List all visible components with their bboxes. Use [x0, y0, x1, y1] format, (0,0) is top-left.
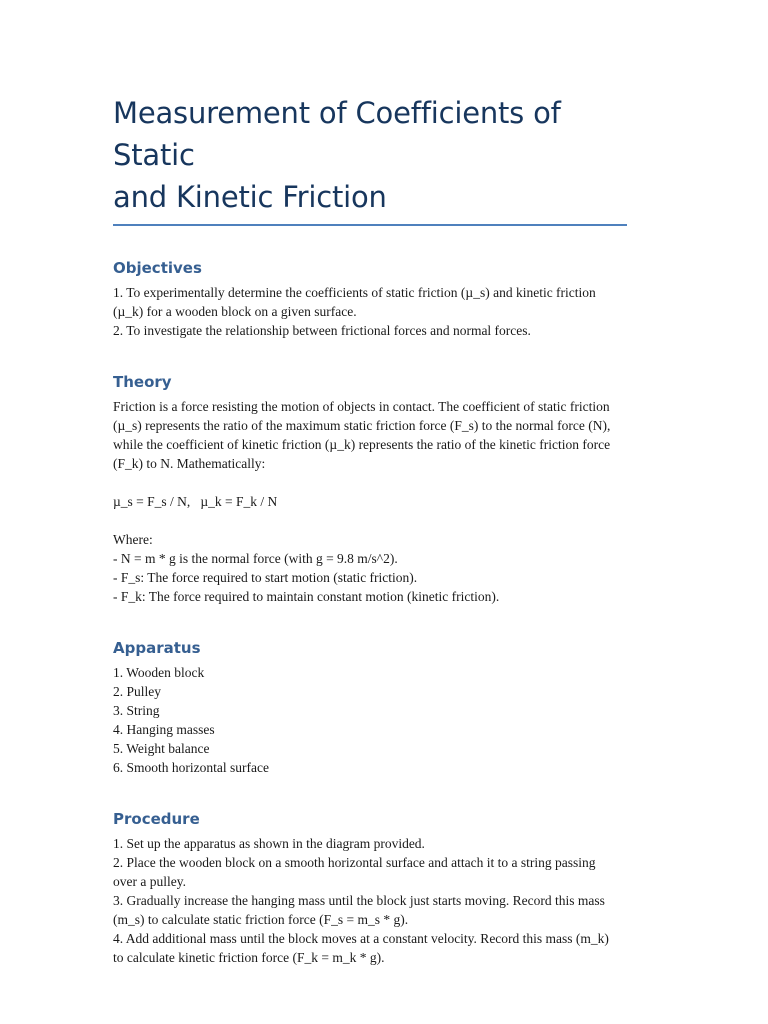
- procedure-heading: Procedure: [113, 810, 200, 828]
- document-title: [113, 92, 628, 218]
- spacer: [113, 511, 628, 530]
- where-label: Where:: [113, 532, 153, 547]
- procedure-line: 4. Add additional mass until the block moves at a constant velocity. Record this mass (m_k): [113, 931, 609, 946]
- where-item: - F_k: The force required to maintain constant motion (kinetic friction).: [113, 589, 500, 604]
- title-line-1: Measurement of Coefficients of Static: [113, 96, 561, 172]
- friction-formula: µ_s = F_s / N, µ_k = F_k / N: [113, 494, 278, 509]
- procedure-line: to calculate kinetic friction force (F_k = m_k * g).: [113, 950, 385, 965]
- objectives-line: (µ_k) for a wooden block on a given surface.: [113, 304, 357, 319]
- where-item: - F_s: The force required to start motion (static friction).: [113, 570, 418, 585]
- list-item: 3. String: [113, 703, 160, 718]
- theory-paragraph-line: (µ_s) represents the ratio of the maximum static friction force (F_s) to the normal force (N),: [113, 418, 611, 433]
- theory-paragraph-line: Friction is a force resisting the motion of objects in contact. The coefficient of static friction: [113, 399, 610, 414]
- where-item: - N = m * g is the normal force (with g = 9.8 m/s^2).: [113, 551, 398, 566]
- theory-section: [113, 372, 628, 606]
- theory-paragraph-line: while the coefficient of kinetic friction (µ_k) represents the ratio of the kinetic friction force: [113, 437, 611, 452]
- apparatus-section: [113, 638, 628, 777]
- procedure-line: 1. Set up the apparatus as shown in the diagram provided.: [113, 836, 425, 851]
- list-item: 6. Smooth horizontal surface: [113, 760, 269, 775]
- theory-heading: Theory: [113, 373, 172, 391]
- objectives-line: 2. To investigate the relationship between frictional forces and normal forces.: [113, 323, 531, 338]
- document-page: [113, 92, 628, 967]
- spacer: [113, 473, 628, 492]
- objectives-heading: Objectives: [113, 259, 202, 277]
- list-item: 4. Hanging masses: [113, 722, 215, 737]
- procedure-section: [113, 809, 628, 967]
- apparatus-list: [113, 663, 628, 777]
- apparatus-heading: Apparatus: [113, 639, 201, 657]
- theory-paragraph-line: (F_k) to N. Mathematically:: [113, 456, 266, 471]
- procedure-line: (m_s) to calculate static friction force (F_s = m_s * g).: [113, 912, 409, 927]
- procedure-line: 2. Place the wooden block on a smooth horizontal surface and attach it to a string passing: [113, 855, 596, 870]
- objectives-section: [113, 258, 628, 340]
- list-item: 1. Wooden block: [113, 665, 205, 680]
- procedure-line: 3. Gradually increase the hanging mass until the block just starts moving. Record this mass: [113, 893, 605, 908]
- list-item: 2. Pulley: [113, 684, 162, 699]
- procedure-line: over a pulley.: [113, 874, 186, 889]
- title-line-2: and Kinetic Friction: [113, 180, 387, 214]
- title-underline: [113, 224, 627, 226]
- objectives-line: 1. To experimentally determine the coefficients of static friction (µ_s) and kinetic friction: [113, 285, 596, 300]
- list-item: 5. Weight balance: [113, 741, 210, 756]
